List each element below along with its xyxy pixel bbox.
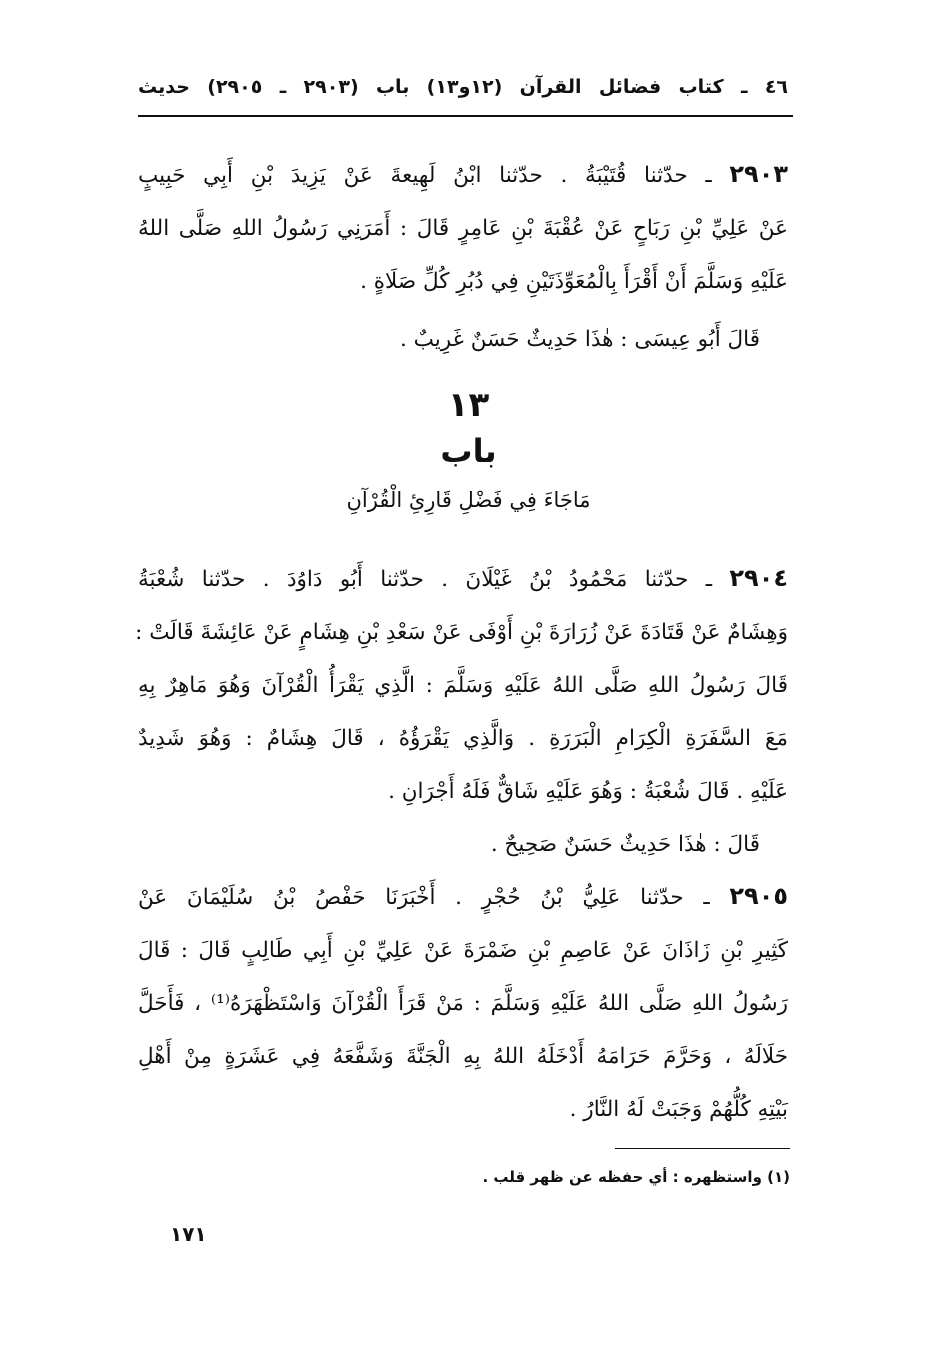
hadith-number: ٢٩٠٥ [729, 882, 788, 910]
running-head [138, 72, 788, 102]
text-line: عَلَيْهِ وَسَلَّمَ أَنْ أَقْرَأَ بِالْمُعَوِّذَتَيْنِ فِي دُبُرِ كُلِّ صَلَاةٍ . [360, 269, 788, 294]
footnote: (١) واستظهره : أي حفظه عن ظهر قلب . [482, 1168, 790, 1186]
hadith-number: ٢٩٠٤ [729, 564, 788, 592]
chapter-number: ١٣ [447, 385, 490, 425]
text-line: رَسُولُ اللهِ صَلَّى اللهُ عَلَيْهِ وَسَلَّمَ : مَنْ قَرَأَ الْقُرْآنَ وَاسْتَظْهَرَهُ⁽¹⁾ ، فَأَحَلَّ [138, 991, 789, 1016]
grading-line: قَالَ أَبُو عِيسَى : هٰذَا حَدِيثٌ حَسَنٌ غَرِيبٌ . [400, 327, 760, 352]
hadith-number: ٢٩٠٣ [729, 160, 788, 188]
text-line: ٢٩٠٤ ـ حدّثنا مَحْمُودُ بْنُ غَيْلَانَ . حدّثنا أَبُو دَاوُدَ . حدّثنا شُعْبَةُ [138, 564, 788, 592]
hadith-2904-grading [380, 818, 760, 871]
footnote-rule [615, 1148, 790, 1149]
chapter-label: باب [440, 432, 497, 470]
header-rule [138, 115, 793, 117]
page-number: ١٧١ [170, 1222, 207, 1246]
chapter-title: مَاجَاءَ فِي فَضْلِ قَارِئِ الْقُرْآنِ [346, 488, 591, 512]
text-line: بَيْتِهِ كُلُّهُمْ وَجَبَتْ لَهُ النَّارُ . [569, 1097, 788, 1122]
running-head-text: ٤٦ ـ كتاب فضائل القرآن (١٢و١٣) باب (٢٩٠٣ ـ ٢٩٠٥) حديث [138, 76, 789, 98]
text-line: كَثِيرِ بْنِ زَاذَانَ عَنْ عَاصِمِ بْنِ ضَمْرَةَ عَنْ عَلِيِّ بْنِ أَبِي طَالِبٍ قَالَ : قَالَ [138, 938, 788, 963]
text-line: قَالَ رَسُولُ اللهِ صَلَّى اللهُ عَلَيْهِ وَسَلَّمَ : الَّذِي يَقْرَأُ الْقُرْآنَ وَهُوَ مَاهِرٌ بِهِ [138, 673, 788, 698]
text-line: عَنْ عَلِيِّ بْنِ رَبَاحٍ عَنْ عُقْبَةَ بْنِ عَامِرٍ قَالَ : أَمَرَنِي رَسُولُ اللهِ صَلَّى اللهُ [138, 216, 788, 241]
text-line: وَهِشَامٌ عَنْ قَتَادَةَ عَنْ زُرَارَةَ بْنِ أَوْفَى عَنْ سَعْدِ بْنِ هِشَامٍ عَنْ عَائِشَةَ قَالَتْ : [135, 620, 788, 645]
hadith-2903 [138, 148, 788, 308]
text-line: عَلَيْهِ . قَالَ شُعْبَةُ : وَهُوَ عَلَيْهِ شَاقٌّ فَلَهُ أَجْرَانِ . [388, 779, 788, 804]
text-line: حَلَالَهُ ، وَحَرَّمَ حَرَامَهُ أَدْخَلَهُ اللهُ بِهِ الْجَنَّةَ وَشَفَّعَهُ فِي عَشَرَةٍ مِنْ أَهْلِ [138, 1044, 788, 1069]
grading-line: قَالَ : هٰذَا حَدِيثٌ حَسَنٌ صَحِيحٌ . [490, 832, 760, 857]
hadith-2903-grading [300, 313, 760, 366]
hadith-2905 [138, 870, 788, 1136]
text-line: ٢٩٠٣ ـ حدّثنا قُتَيْبَةُ . حدّثنا ابْنُ لَهِيعةَ عَنْ يَزِيدَ بْنِ أَبِي حَبِيبٍ [138, 160, 788, 188]
hadith-2904 [135, 552, 788, 818]
text-line: ٢٩٠٥ ـ حدّثنا عَلِيُّ بْنُ حُجْرٍ . أَخْبَرَنَا حَفْصُ بْنُ سُلَيْمَانَ عَنْ [138, 882, 788, 910]
text-line: مَعَ السَّفَرَةِ الْكِرَامِ الْبَرَرَةِ . وَالَّذِي يَقْرَؤُهُ ، قَالَ هِشَامٌ : وَهُوَ شَدِيدٌ [138, 726, 788, 751]
